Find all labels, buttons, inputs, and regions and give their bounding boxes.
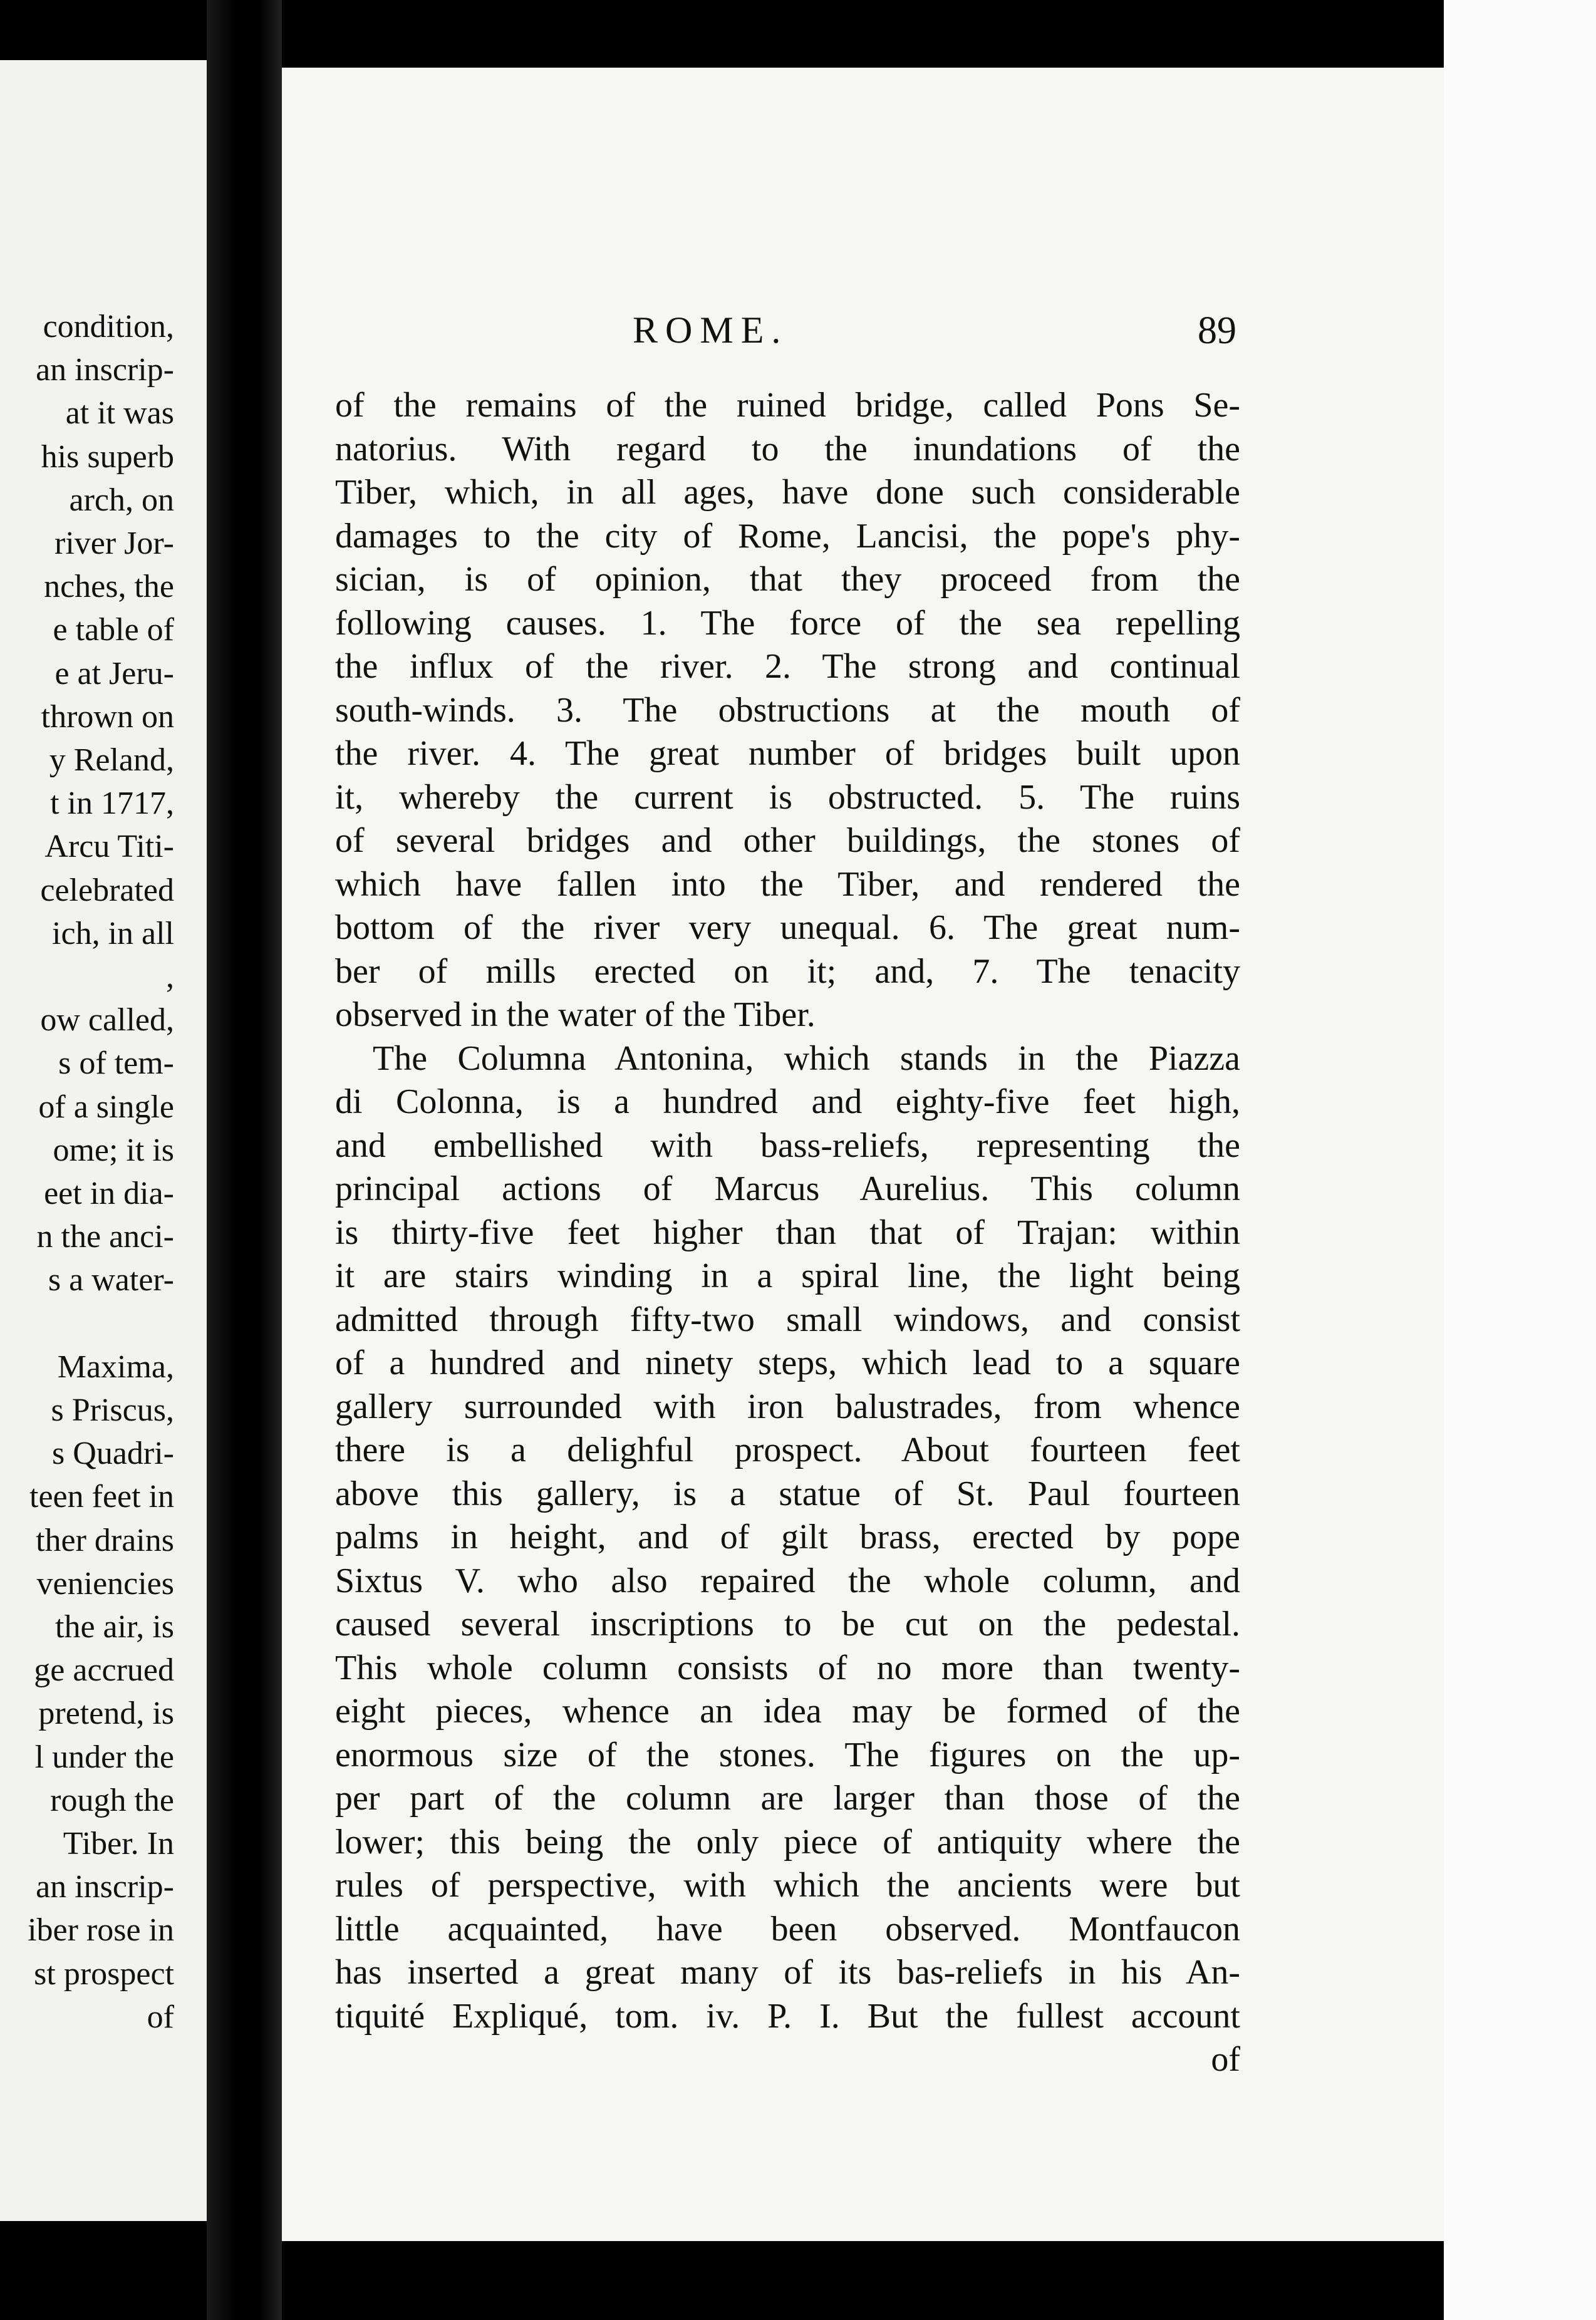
left-page-line: ther drains — [36, 1522, 174, 1558]
left-page-line: veniencies — [36, 1565, 174, 1602]
left-page-line: nches, the — [44, 569, 174, 605]
text-line: observed in the water of the Tiber. — [335, 995, 816, 1034]
left-page-line: eet in dia- — [44, 1176, 174, 1211]
running-header — [282, 309, 1444, 353]
book-gutter — [207, 0, 282, 2320]
left-page-line: an inscrip- — [36, 1869, 174, 1905]
left-page-line: an inscrip- — [36, 352, 174, 388]
text-line: and embellished with bass-reliefs, representing the — [335, 1126, 1240, 1165]
left-page-line: s a water- — [48, 1262, 174, 1298]
left-page-line: pretend, is — [38, 1696, 174, 1732]
text-line: has inserted a great many of its bas-reliefs in his An- — [335, 1953, 1240, 1992]
left-page-line: celebrated — [40, 872, 174, 908]
text-line: di Colonna, is a hundred and eighty-five feet high, — [335, 1082, 1240, 1121]
text-line: enormous size of the stones. The figures on the up- — [335, 1735, 1240, 1774]
text-line: gallery surrounded with iron balustrades, from whence — [335, 1387, 1240, 1426]
left-page-line: ow called, — [40, 1002, 174, 1038]
catchword: of — [1211, 2040, 1240, 2079]
text-line: south-winds. 3. The obstructions at the mouth of — [335, 690, 1240, 730]
text-line: Sixtus V. who also repaired the whole column, and — [335, 1561, 1240, 1600]
left-page-line: Tiber. In — [63, 1826, 174, 1862]
left-page-line: of a single — [38, 1089, 174, 1125]
left-page-line: s Priscus, — [51, 1392, 174, 1428]
text-line: of the remains of the ruined bridge, called Pons Se- — [335, 386, 1240, 425]
text-line: eight pieces, whence an idea may be formed of the — [335, 1692, 1240, 1731]
text-line: is thirty-five feet higher than that of Trajan: within — [335, 1213, 1240, 1252]
left-page-line: y Reland, — [49, 742, 174, 778]
main-page — [282, 68, 1444, 2241]
left-page-line: Maxima, — [57, 1349, 174, 1385]
left-page-line: his superb — [41, 438, 174, 475]
text-line: lower; this being the only piece of antiquity where the — [335, 1822, 1240, 1862]
scan-background — [1444, 0, 1596, 2320]
text-line: above this gallery, is a statue of St. Paul fourteen — [335, 1474, 1240, 1513]
text-line: caused several inscriptions to be cut on the pedestal. — [335, 1605, 1240, 1644]
left-page-line: the air, is — [55, 1609, 174, 1645]
text-line: Tiber, which, in all ages, have done such considerable — [335, 473, 1240, 512]
left-page-line: Arcu Titi- — [44, 829, 174, 865]
left-page-line: st prospect — [34, 1955, 174, 1992]
text-line: sician, is of opinion, that they proceed from the — [335, 560, 1240, 599]
left-page-line: river Jor- — [54, 526, 174, 561]
left-page-line: t in 1717, — [50, 785, 174, 822]
text-line: ber of mills erected on it; and, 7. The tenacity — [335, 951, 1240, 991]
text-line: admitted through fifty-two small windows, and consist — [335, 1300, 1240, 1339]
left-page-line: rough the — [50, 1782, 174, 1818]
text-line: This whole column consists of no more than twenty- — [335, 1648, 1240, 1687]
left-page-line: n the anci- — [36, 1219, 174, 1255]
left-page-line: arch, on — [69, 482, 174, 518]
left-page-line: s of tem- — [58, 1045, 174, 1082]
page-number: 89 — [1198, 309, 1236, 352]
body-text — [335, 384, 1240, 2082]
text-line: damages to the city of Rome, Lancisi, the pope's phy- — [335, 516, 1240, 556]
text-line: it, whereby the current is obstructed. 5. The ruins — [335, 777, 1240, 817]
text-line: which have fallen into the Tiber, and rendered the — [335, 864, 1240, 904]
text-line: it are stairs winding in a spiral line, the light being — [335, 1256, 1240, 1295]
left-page-line: s Quadri- — [52, 1436, 174, 1472]
text-line: tiquité Expliqué, tom. iv. P. I. But the fullest account — [335, 1996, 1240, 2036]
left-page-line: iber rose in — [28, 1912, 174, 1949]
text-line: principal actions of Marcus Aurelius. This column — [335, 1169, 1240, 1208]
text-line: natorius. With regard to the inundations of the — [335, 429, 1240, 469]
left-page-line: l under the — [34, 1739, 174, 1775]
text-line: little acquainted, have been observed. Montfaucon — [335, 1909, 1240, 1949]
text-line: of several bridges and other buildings, the stones of — [335, 821, 1240, 860]
text-line: the river. 4. The great number of bridges built upon — [335, 734, 1240, 773]
text-line: of a hundred and ninety steps, which lead to a square — [335, 1344, 1240, 1382]
left-page-line: ge accrued — [34, 1652, 174, 1689]
left-facing-page — [0, 60, 207, 2221]
text-line: the influx of the river. 2. The strong and continual — [335, 647, 1240, 686]
left-page-line: of — [147, 1999, 174, 2035]
left-page-line: at it was — [65, 395, 174, 432]
left-page-line: ome; it is — [53, 1132, 174, 1168]
text-line: there is a delighful prospect. About fourteen feet — [335, 1431, 1240, 1469]
text-line: The Columna Antonina, which stands in the Piazza — [373, 1038, 1240, 1078]
text-line: following causes. 1. The force of the sea repelling — [335, 603, 1240, 643]
left-page-line: teen feet in — [29, 1479, 174, 1515]
left-page-line: , — [166, 959, 174, 995]
text-line: rules of perspective, with which the ancients were but — [335, 1866, 1240, 1905]
running-title: ROME. — [633, 309, 789, 351]
text-line: per part of the column are larger than those of the — [335, 1779, 1240, 1818]
text-line: palms in height, and of gilt brass, erected by pope — [335, 1518, 1240, 1556]
left-page-line: e table of — [53, 612, 174, 648]
text-line: bottom of the river very unequal. 6. The great num- — [335, 908, 1240, 947]
left-page-line: thrown on — [41, 698, 174, 735]
left-page-line: condition, — [43, 309, 174, 344]
left-page-line: e at Jeru- — [54, 655, 174, 691]
left-page-line: ich, in all — [52, 915, 174, 951]
